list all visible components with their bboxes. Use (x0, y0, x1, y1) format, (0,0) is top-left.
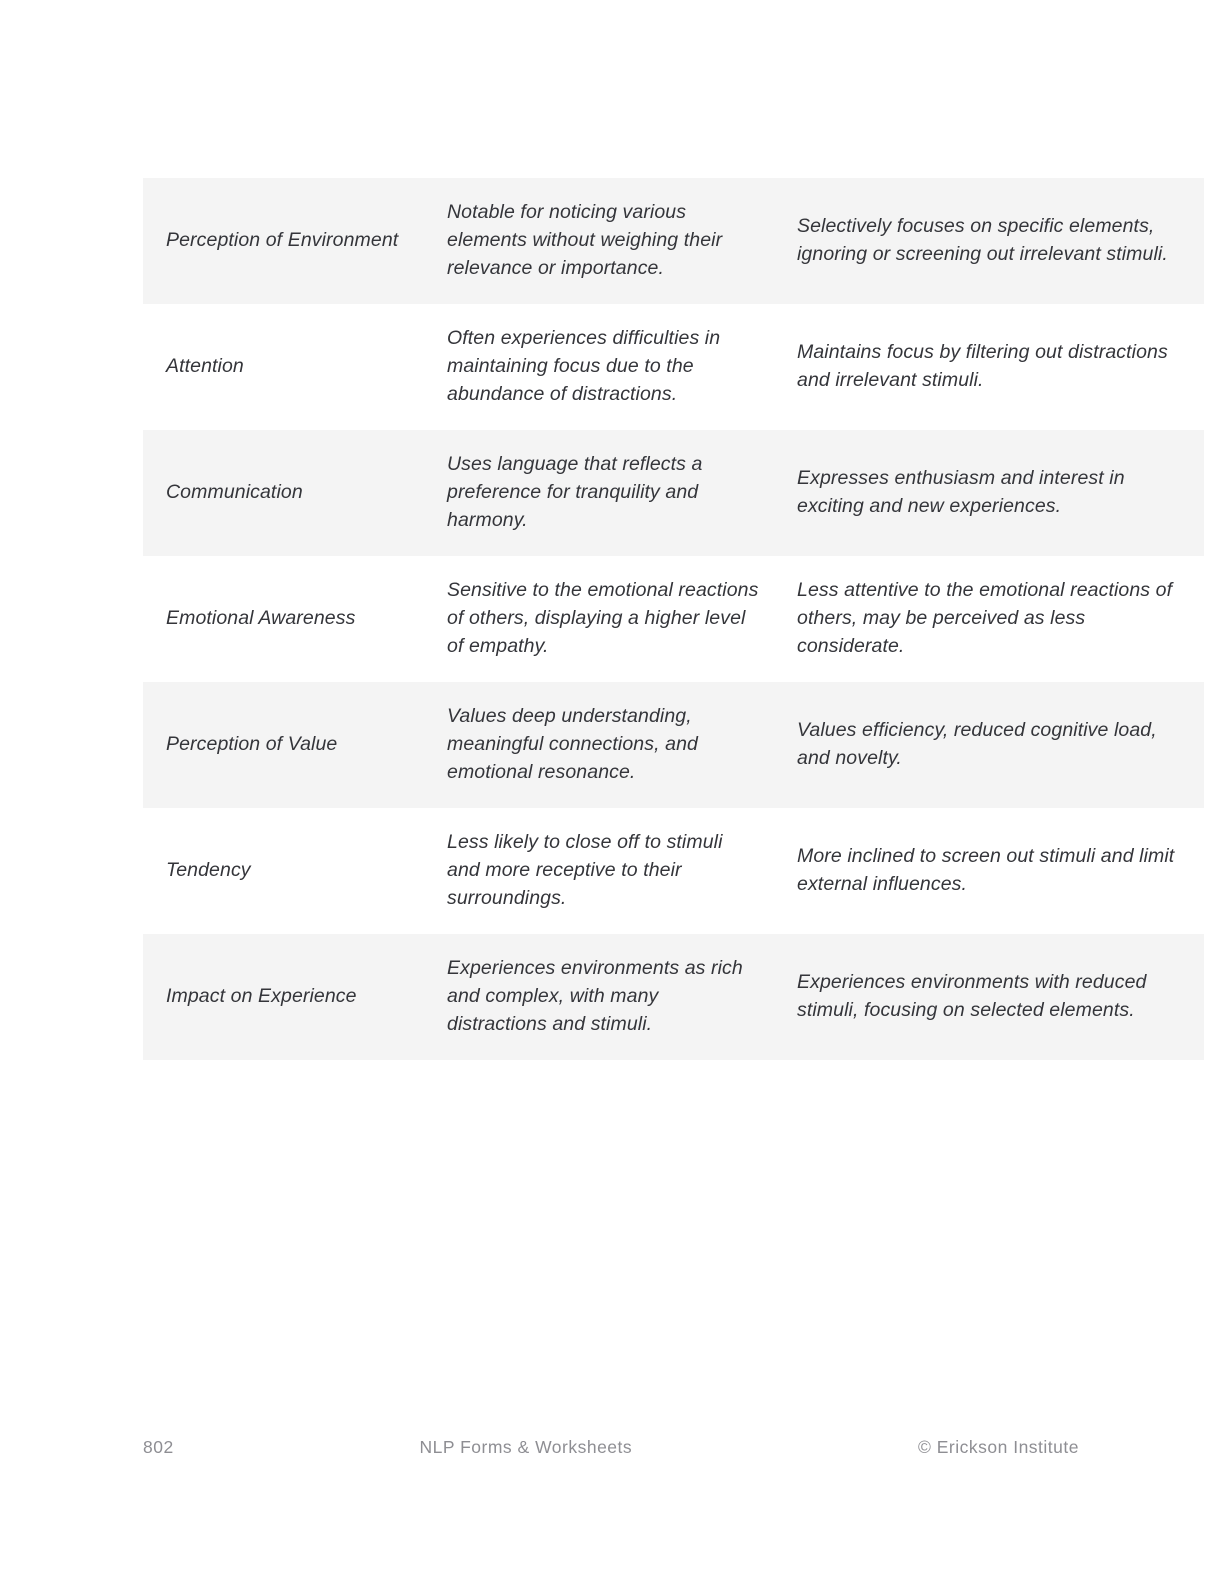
table-cell-aspect: Attention (166, 355, 244, 377)
table-row (143, 178, 1204, 304)
comparison-table-body (143, 178, 1204, 1060)
table-cell-aspect: Perception of Value (166, 733, 338, 755)
table-row (143, 430, 1204, 556)
table-cell-right-description: More inclined to screen out stimuli and limit external influences. (797, 845, 1175, 895)
footer-copyright: © Erickson Institute (917, 1436, 1079, 1457)
table-row (143, 934, 1204, 1060)
table-row (143, 808, 1204, 934)
table-cell-left-description: Values deep understanding, meaningful connections, and emotional resonance. (447, 705, 698, 783)
table-cell-aspect: Communication (166, 481, 303, 503)
table-cell-right-description: Maintains focus by filtering out distractions and irrelevant stimuli. (797, 341, 1168, 391)
table-cell-right-description: Experiences environments with reduced stimuli, focusing on selected elements. (797, 971, 1147, 1021)
table-cell-left-description: Often experiences difficulties in maintaining focus due to the abundance of distractions. (447, 327, 721, 405)
table-cell-left-description: Less likely to close off to stimuli and more receptive to their surroundings. (447, 831, 723, 909)
table-cell-right-description: Expresses enthusiasm and interest in exciting and new experiences. (797, 467, 1125, 517)
comparison-table (143, 178, 1204, 1060)
page-footer (143, 1432, 1079, 1462)
footer-page-number: 802 (143, 1436, 174, 1457)
table-row (143, 556, 1204, 682)
table-cell-left-description: Notable for noticing various elements without weighing their relevance or importance. (447, 201, 723, 279)
table-cell-right-description: Values efficiency, reduced cognitive load, and novelty. (797, 719, 1157, 769)
table-cell-left-description: Sensitive to the emotional reactions of others, displaying a higher level of empathy. (447, 579, 759, 657)
table-cell-aspect: Impact on Experience (166, 985, 357, 1007)
table-cell-right-description: Selectively focuses on specific elements, ignoring or screening out irrelevant stimuli. (797, 215, 1168, 265)
table-cell-left-description: Uses language that reflects a preference for tranquility and harmony. (447, 453, 703, 531)
table-row (143, 304, 1204, 430)
table-cell-right-description: Less attentive to the emotional reactions of others, may be perceived as less considerate. (797, 579, 1173, 657)
table-row (143, 682, 1204, 808)
footer-document-title: NLP Forms & Worksheets (419, 1436, 633, 1457)
table-cell-aspect: Perception of Environment (166, 229, 399, 251)
table-cell-aspect: Emotional Awareness (166, 607, 356, 629)
table-cell-aspect: Tendency (166, 859, 251, 881)
table-cell-left-description: Experiences environments as rich and complex, with many distractions and stimuli. (447, 957, 743, 1035)
